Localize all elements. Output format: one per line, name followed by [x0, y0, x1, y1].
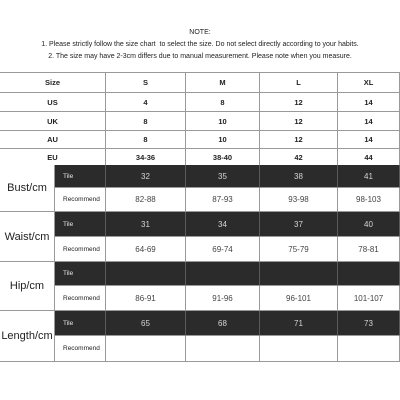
bust-tile-label: Tile: [55, 165, 106, 188]
row-label-au: AU: [0, 131, 106, 149]
us-m: 8: [186, 93, 260, 112]
measurement-label-length: Length/cm: [0, 311, 55, 362]
au-m: 10: [186, 131, 260, 149]
hip-recommend-m: 91-96: [186, 286, 260, 311]
uk-s: 8: [106, 112, 186, 131]
length-tile-m: 68: [186, 311, 260, 336]
eu-xl: 44: [338, 149, 400, 166]
row-label-uk: UK: [0, 112, 106, 131]
note-line-2: 2. The size may have 2-3cm differs due to manual measurement. Please note when you measure.: [48, 53, 352, 60]
measurement-table: [0, 165, 400, 362]
hip-tile-xl: [338, 262, 400, 286]
waist-tile-label: Tile: [55, 212, 106, 237]
waist-recommend-m: 69-74: [186, 237, 260, 262]
measurement-label-hip: Hip/cm: [0, 262, 55, 311]
length-recommend-s: [106, 336, 186, 362]
length-recommend-xl: [338, 336, 400, 362]
size-header-l: L: [260, 73, 338, 93]
hip-tile-s: [106, 262, 186, 286]
waist-recommend-s: 64-69: [106, 237, 186, 262]
row-label-eu: EU: [0, 149, 106, 166]
measurement-label-bust: Bust/cm: [0, 165, 55, 212]
bust-tile-m: 35: [186, 165, 260, 188]
waist-tile-m: 34: [186, 212, 260, 237]
waist-recommend-xl: 78-81: [338, 237, 400, 262]
note-title: NOTE:: [189, 29, 211, 36]
size-header-xl: XL: [338, 73, 400, 93]
hip-tile-m: [186, 262, 260, 286]
length-tile-l: 71: [260, 311, 338, 336]
hip-recommend-l: 96-101: [260, 286, 338, 311]
us-s: 4: [106, 93, 186, 112]
us-l: 12: [260, 93, 338, 112]
bust-tile-s: 32: [106, 165, 186, 188]
bust-tile-l: 38: [260, 165, 338, 188]
hip-tile-l: [260, 262, 338, 286]
hip-recommend-s: 86-91: [106, 286, 186, 311]
bust-recommend-xl: 98-103: [338, 188, 400, 212]
size-header-label: Size: [0, 73, 106, 93]
eu-s: 34-36: [106, 149, 186, 166]
bust-recommend-s: 82-88: [106, 188, 186, 212]
bust-recommend-label: Recommend: [55, 188, 106, 212]
note-line-1: 1. Please strictly follow the size chart to select the size. Do not select directly according to your habits.: [41, 41, 359, 48]
length-recommend-m: [186, 336, 260, 362]
bust-tile-xl: 41: [338, 165, 400, 188]
bust-recommend-m: 87-93: [186, 188, 260, 212]
measurement-label-waist: Waist/cm: [0, 212, 55, 262]
size-conversion-table: [0, 72, 400, 166]
bust-recommend-l: 93-98: [260, 188, 338, 212]
row-label-us: US: [0, 93, 106, 112]
hip-recommend-label: Recommend: [55, 286, 106, 311]
note-block: [0, 27, 400, 63]
length-recommend-label: Recommend: [55, 336, 106, 362]
hip-tile-label: Tile: [55, 262, 106, 286]
size-header-m: M: [186, 73, 260, 93]
waist-recommend-label: Recommend: [55, 237, 106, 262]
size-header-s: S: [106, 73, 186, 93]
waist-tile-s: 31: [106, 212, 186, 237]
au-xl: 14: [338, 131, 400, 149]
uk-m: 10: [186, 112, 260, 131]
eu-l: 42: [260, 149, 338, 166]
uk-l: 12: [260, 112, 338, 131]
length-tile-s: 65: [106, 311, 186, 336]
hip-recommend-xl: 101-107: [338, 286, 400, 311]
length-recommend-l: [260, 336, 338, 362]
waist-tile-xl: 40: [338, 212, 400, 237]
au-s: 8: [106, 131, 186, 149]
uk-xl: 14: [338, 112, 400, 131]
length-tile-xl: 73: [338, 311, 400, 336]
waist-tile-l: 37: [260, 212, 338, 237]
us-xl: 14: [338, 93, 400, 112]
length-tile-label: Tile: [55, 311, 106, 336]
waist-recommend-l: 75-79: [260, 237, 338, 262]
eu-m: 38-40: [186, 149, 260, 166]
au-l: 12: [260, 131, 338, 149]
